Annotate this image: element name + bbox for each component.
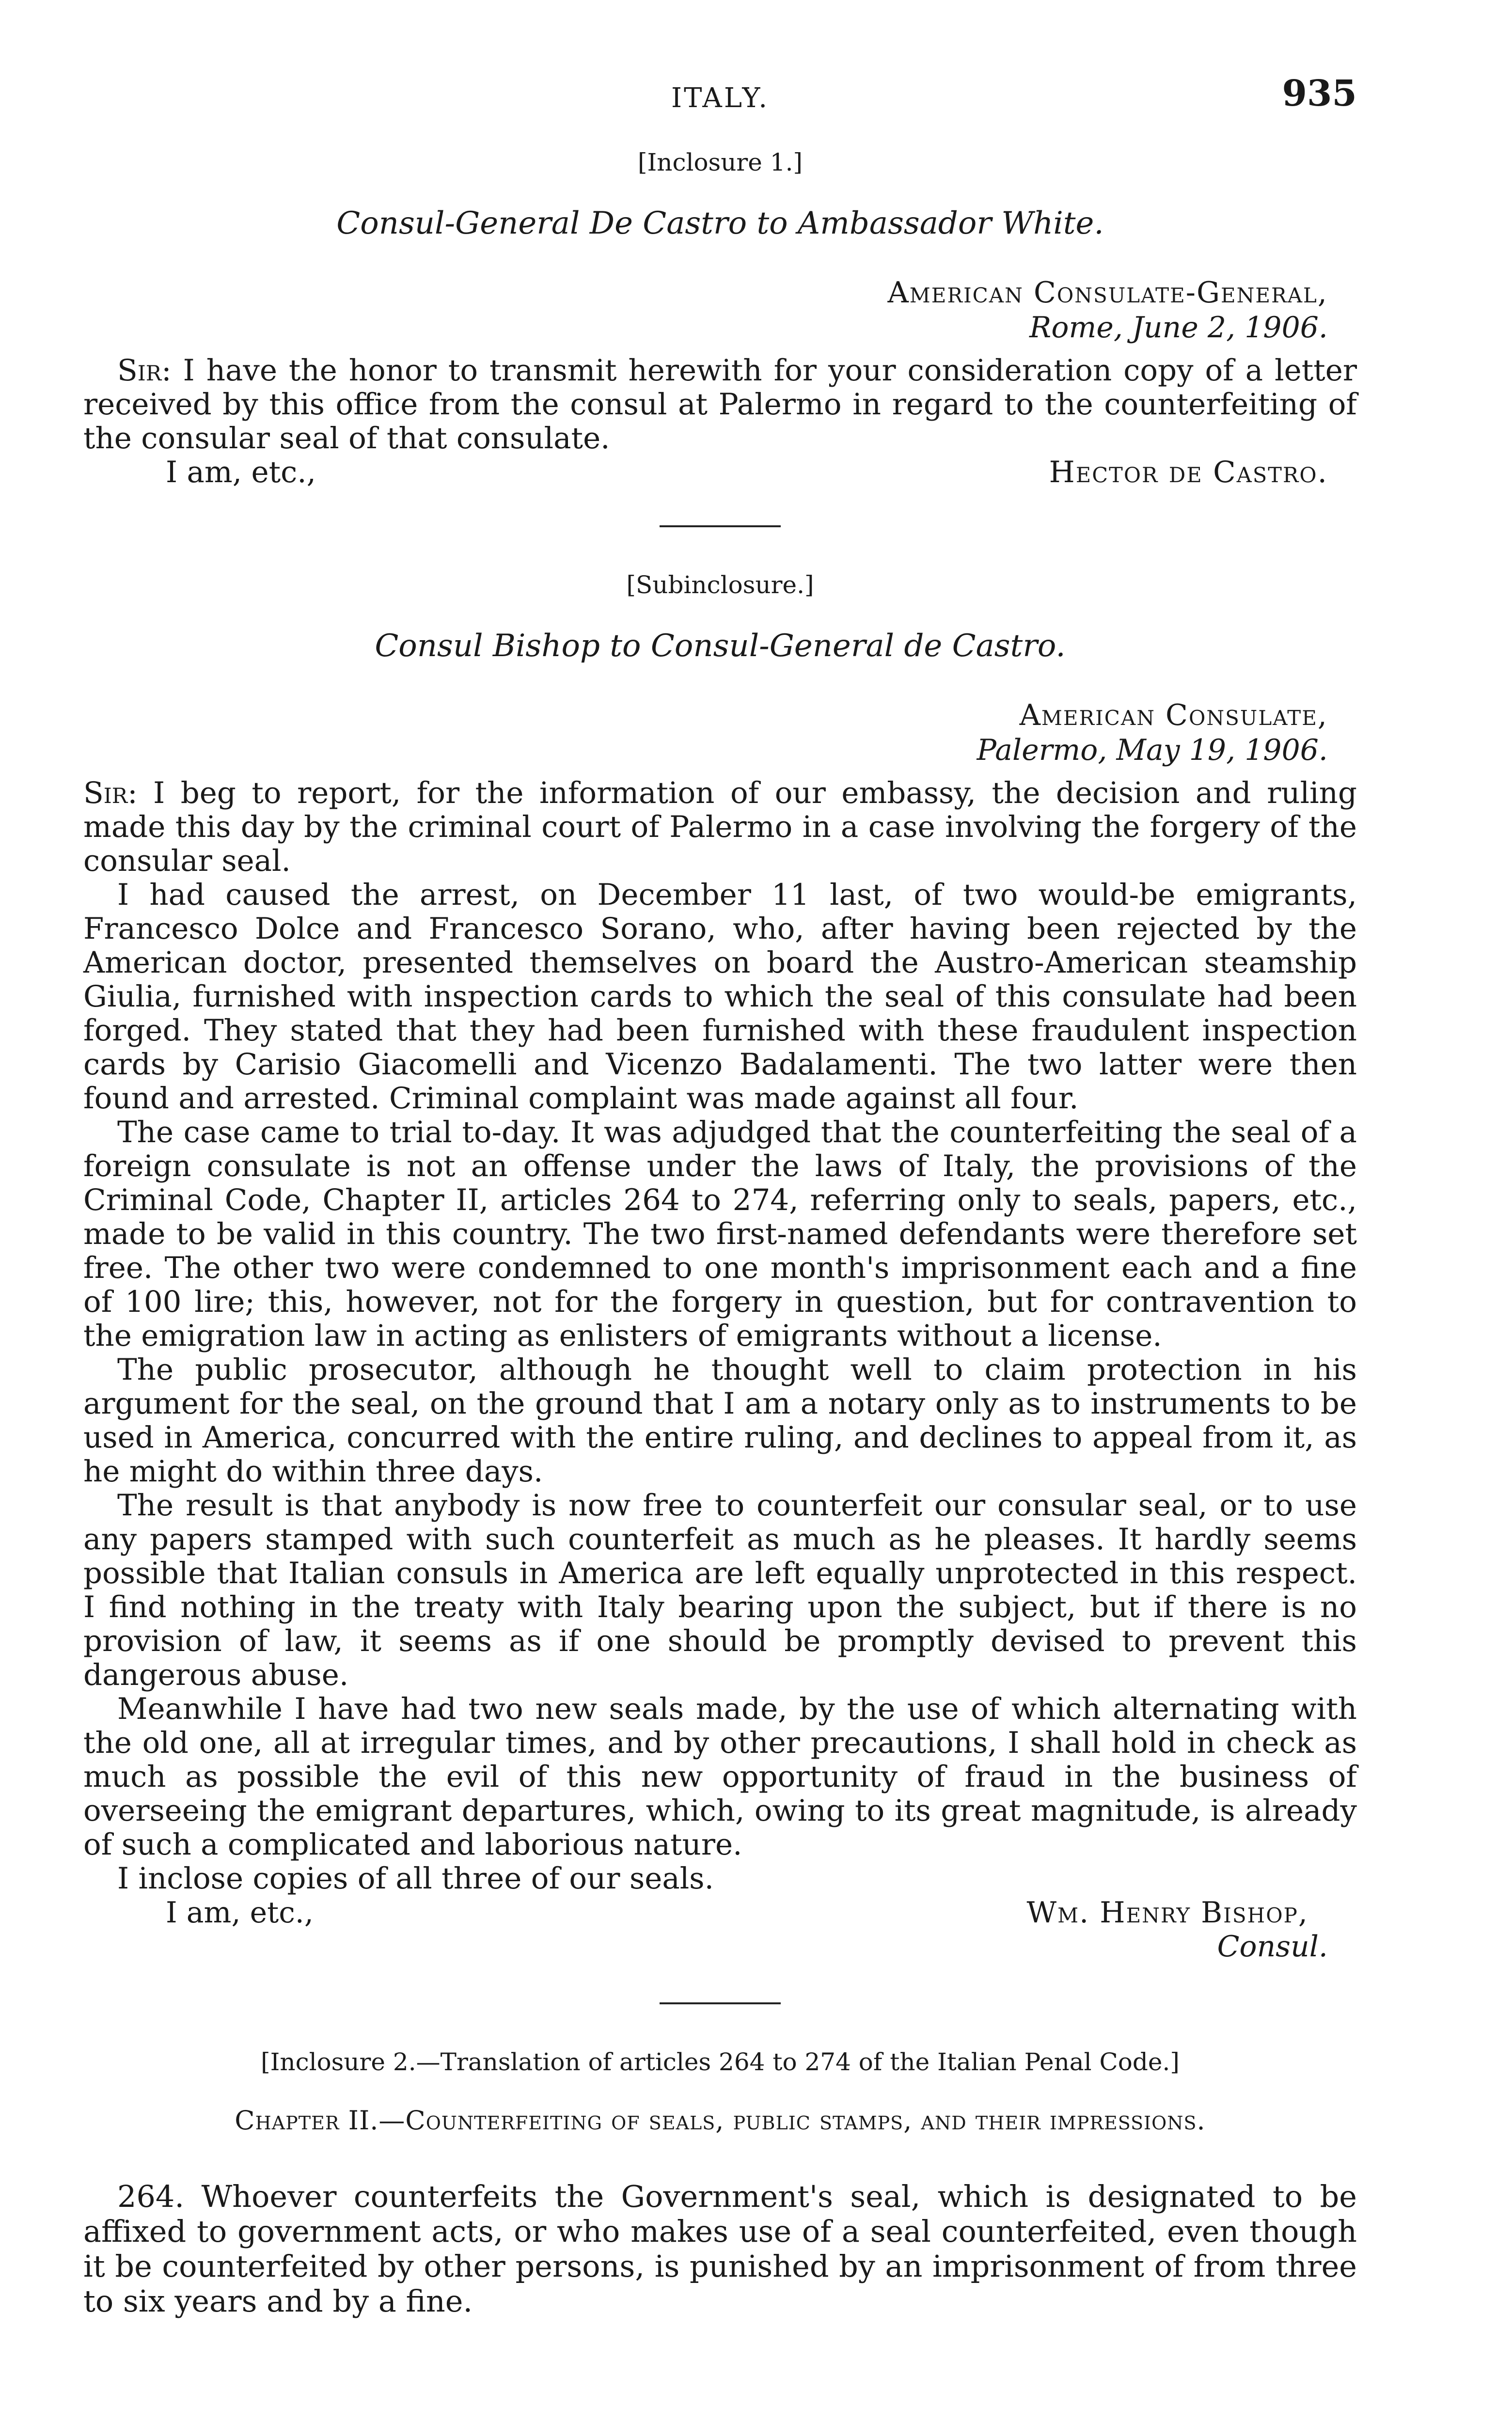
closing-phrase: I am, etc., bbox=[166, 455, 316, 489]
paragraph-text: I beg to report, for the information of our embassy, the decision and ruling made this day by the criminal court of Palermo in a case involving the forgery of the consular seal. bbox=[83, 776, 1357, 878]
inclosure-2-label: [Inclosure 2.—Translation of articles 264 to 274 of the Italian Penal Code.] bbox=[261, 2048, 1180, 2076]
running-title: ITALY. bbox=[671, 82, 769, 114]
inclosure-1-label: [Inclosure 1.] bbox=[637, 148, 803, 176]
page-header bbox=[83, 63, 1357, 136]
dateline-org: American Consulate-General, bbox=[887, 276, 1328, 310]
inclosure-1-heading: Consul-General De Castro to Ambassador White. bbox=[336, 205, 1104, 241]
salutation: Sir: bbox=[83, 776, 138, 810]
signature: Hector de Castro. bbox=[1049, 455, 1328, 489]
subinclosure-heading: Consul Bishop to Consul-General de Castro. bbox=[375, 628, 1066, 664]
document-page bbox=[83, 63, 1357, 2319]
chapter-heading: Chapter II.—Counterfeiting of seals, public stamps, and their impressions. bbox=[235, 2105, 1206, 2136]
section-divider bbox=[660, 2002, 781, 2004]
subinclosure-dateline bbox=[83, 698, 1328, 768]
subinclosure-label: [Subinclosure.] bbox=[626, 571, 814, 599]
inclosure-1-closing bbox=[83, 456, 1357, 491]
closing-phrase: I am, etc., bbox=[166, 1896, 314, 1930]
letter-paragraph: The result is that anybody is now free to counterfeit our consular seal, or to use any papers stamped with such counterfeit as much as he pleases. It hardly seems possible that Italian consuls in America are left equally unprotected in this respect. I find nothing in the treaty with Italy bearing upon the subject, but if there is no provision of law, it seems as if one should be promptly devised to prevent this dangerous abuse. bbox=[83, 1488, 1357, 1692]
inclosure-1-dateline bbox=[83, 275, 1328, 345]
letter-paragraph: I inclose copies of all three of our seals. bbox=[117, 1861, 714, 1896]
inclosure-1-body bbox=[83, 354, 1357, 456]
dateline-org: American Consulate, bbox=[1019, 698, 1328, 732]
salutation: Sir: bbox=[117, 353, 172, 388]
letter-paragraph: The public prosecutor, although he thought well to claim protection in his argument for the seal, on the ground that I am a notary only as to instruments to be used in America, concurred with the entire ruling, and declines to appeal from it, as he might do within three days. bbox=[83, 1353, 1357, 1489]
body-text: I have the honor to transmit herewith for your consideration copy of a letter received by this office from the consul at Palermo in regard to the counterfeiting of the consular seal of that consulate. bbox=[83, 353, 1357, 456]
letter-paragraph: The case came to trial to-day. It was adjudged that the counterfeiting the seal of a foreign consulate is not an offense under the laws of Italy, the provisions of the Criminal Code, Chapter II, articles 264 to 274, referring only to seals, papers, etc., made to be valid in this country. The two first-named defendants were therefore set free. The other two were condemned to one month's imprisonment each and a fine of 100 lire; this, however, not for the forgery in question, but for contravention to the emigration law in acting as enlisters of emigrants without a license. bbox=[83, 1115, 1357, 1353]
subinclosure-signature-block bbox=[83, 1896, 1357, 1968]
letter-paragraph: Meanwhile I have had two new seals made, by the use of which alternating with the old one, all at irregular times, and by other precautions, I shall hold in check as much as possible the evil of this new opportunity of fraud in the business of overseeing the emigrant departures, which, owing to its great magnitude, is already of such a complicated and laborious nature. bbox=[83, 1692, 1357, 1862]
signature-title: Consul. bbox=[1217, 1930, 1328, 1964]
page-number: 935 bbox=[1282, 73, 1357, 114]
dateline-place: Rome, June 2, 1906. bbox=[1029, 311, 1328, 345]
signature: Wm. Henry Bishop, bbox=[1026, 1896, 1308, 1930]
letter-paragraph bbox=[83, 776, 1357, 878]
dateline-place: Palermo, May 19, 1906. bbox=[976, 733, 1328, 767]
section-divider bbox=[660, 525, 781, 527]
article-264: 264. Whoever counterfeits the Government's seal, which is designated to be affixed to government acts, or who makes use of a seal counterfeited, even though it be counterfeited by other persons, is punished by an imprisonment of from three to six years and by a fine. bbox=[83, 2179, 1357, 2319]
letter-paragraph: I had caused the arrest, on December 11 last, of two would-be emigrants, Francesco Dolce and Francesco Sorano, who, after having been rejected by the American doctor, presented themselves on board the Austro-American steamship Giulia, furnished with inspection cards to which the seal of this consulate had been forged. They stated that they had been furnished with these fraudulent inspection cards by Carisio Giacomelli and Vicenzo Badalamenti. The two latter were then found and arrested. Criminal complaint was made against all four. bbox=[83, 878, 1357, 1116]
